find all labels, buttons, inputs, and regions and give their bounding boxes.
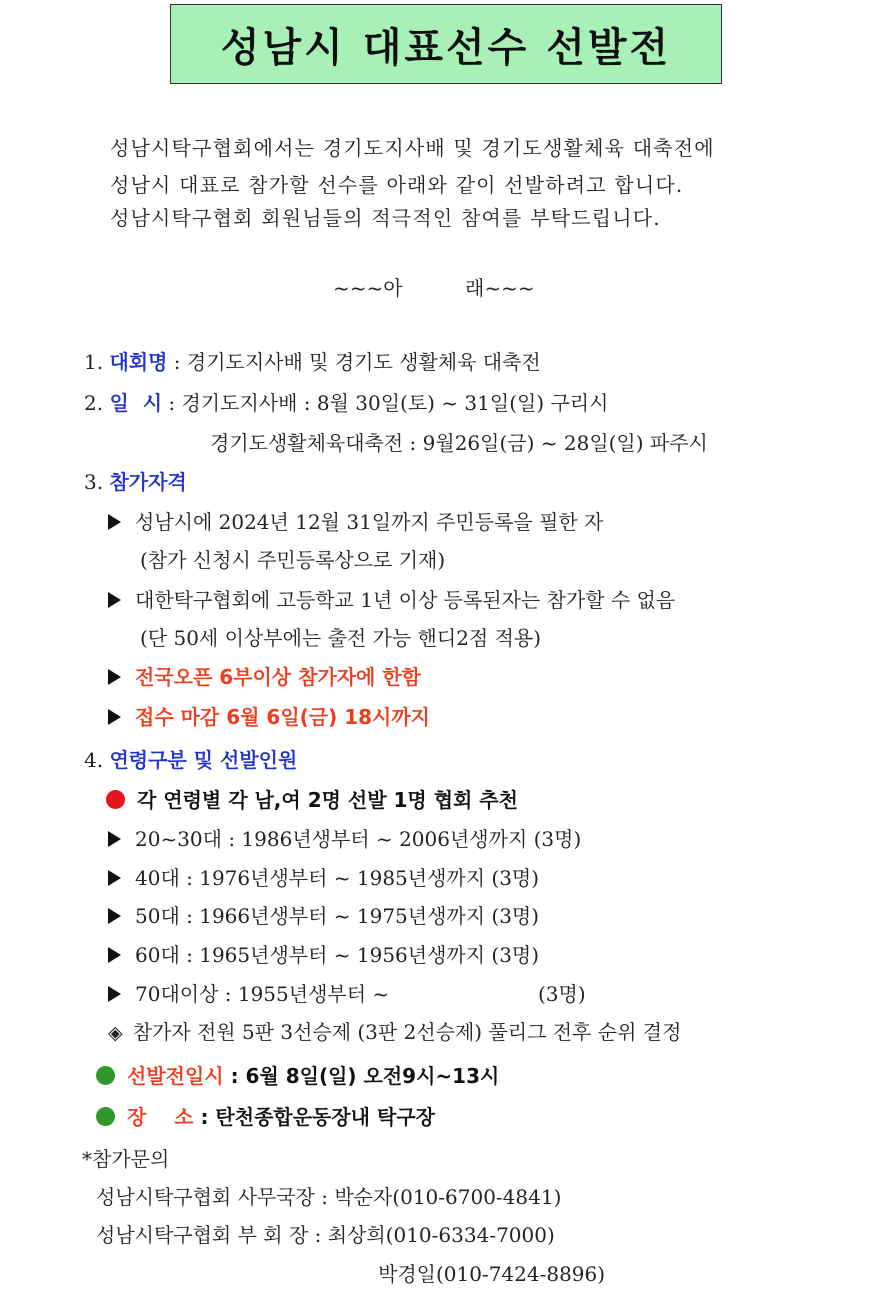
green-dot-icon [96,1066,115,1085]
triangle-bullet-icon [108,592,121,608]
item-2-text-2: 경기도생활체육대축전 : 9월26일(금) ~ 28일(일) 파주시 [210,431,708,455]
triangle-bullet-icon [108,669,121,685]
eligibility-bullet-4 [108,707,430,727]
item-2-number: 2. [84,391,104,415]
intro-line-2: 성남시 대표로 참가할 선수를 아래와 같이 선발하려고 합니다. [110,173,684,197]
age-group-5 [108,984,389,1004]
eligibility-bullet-2-text: 대한탁구협회에 고등학교 1년 이상 등록된자는 참가할 수 없음 [135,588,676,612]
item-4-label: 연령구분 및 선발인원 [109,748,298,772]
eligibility-bullet-3 [108,667,421,687]
contact-line-1: 성남시탁구협회 사무국장 : 박순자(010-6700-4841) [96,1185,562,1209]
green-dot-icon [96,1107,115,1126]
item-3 [84,472,187,492]
age-group-2-text: 40대 : 1976년생부터 ~ 1985년생까지 (3명) [135,866,540,890]
notice-heading-left: ~~~아 [333,276,403,300]
age-group-4-text: 60대 : 1965년생부터 ~ 1956년생까지 (3명) [135,943,540,967]
schedule [96,1066,499,1086]
item-3-label: 참가자격 [109,470,187,494]
age-group-5-count: (3명) [538,982,586,1006]
format-note [108,1022,681,1043]
contact-heading: *참가문의 [82,1147,170,1171]
eligibility-bullet-2 [108,590,675,610]
schedule-label: 선발전일시 [127,1064,224,1088]
venue-label: 장 소 [127,1105,194,1129]
intro-line-1: 성남시탁구협회에서는 경기도지사배 및 경기도생활체육 대축전에 [110,136,715,160]
contact-line-2: 성남시탁구협회 부 회 장 : 최상희(010-6334-7000) [96,1223,555,1247]
age-group-3-text: 50대 : 1966년생부터 ~ 1975년생까지 (3명) [135,904,540,928]
item-1-text: : 경기도지사배 및 경기도 생활체육 대축전 [167,350,541,374]
format-note-text: 참가자 전원 5판 3선승제 (3판 2선승제) 풀리그 전후 순위 결정 [132,1020,682,1044]
venue-text: : 탄천종합운동장내 탁구장 [193,1105,435,1129]
triangle-bullet-icon [108,947,121,963]
selection-highlight [106,790,518,810]
triangle-bullet-icon [108,709,121,725]
age-group-5-text: 70대이상 : 1955년생부터 ~ [135,982,390,1006]
item-1-number: 1. [84,350,104,374]
page-title: 성남시 대표선수 선발전 [170,4,722,84]
item-1 [84,352,541,372]
triangle-bullet-icon [108,908,121,924]
diamond-bullet-icon: ◈ [108,1022,123,1044]
red-dot-icon [106,790,125,809]
selection-highlight-text: 각 연령별 각 남,여 2명 선발 1명 협회 추천 [137,788,518,812]
item-3-number: 3. [84,470,104,494]
item-4 [84,750,297,770]
eligibility-bullet-1 [108,512,603,532]
triangle-bullet-icon [108,870,121,886]
notice-heading-right: 래~~~ [465,276,535,300]
age-group-1-text: 20~30대 : 1986년생부터 ~ 2006년생까지 (3명) [135,827,582,851]
triangle-bullet-icon [108,514,121,530]
eligibility-bullet-2-note: (단 50세 이상부에는 출전 가능 핸디2점 적용) [140,626,542,650]
eligibility-bullet-4-text: 접수 마감 6월 6일(금) 18시까지 [135,705,430,729]
schedule-text: : 6월 8일(일) 오전9시~13시 [223,1064,500,1088]
eligibility-bullet-1-text: 성남시에 2024년 12월 31일까지 주민등록을 필한 자 [135,510,604,534]
contact-line-3: 박경일(010-7424-8896) [378,1262,606,1286]
age-group-2 [108,868,539,888]
eligibility-bullet-3-text: 전국오픈 6부이상 참가자에 한함 [135,665,421,689]
item-1-label: 대회명 [109,350,168,374]
venue [96,1107,435,1127]
age-group-1 [108,829,581,849]
triangle-bullet-icon [108,831,121,847]
age-group-3 [108,906,539,926]
age-group-4 [108,945,539,965]
triangle-bullet-icon [108,986,121,1002]
item-2 [84,393,608,413]
item-2-text: : 경기도지사배 : 8월 30일(토) ~ 31일(일) 구리시 [162,391,609,415]
eligibility-bullet-1-note: (참가 신청시 주민등록상으로 기재) [140,548,446,572]
item-2-label: 일 시 [109,391,163,415]
intro-line-3: 성남시탁구협회 회원님들의 적극적인 참여를 부탁드립니다. [110,206,661,230]
item-4-number: 4. [84,748,104,772]
